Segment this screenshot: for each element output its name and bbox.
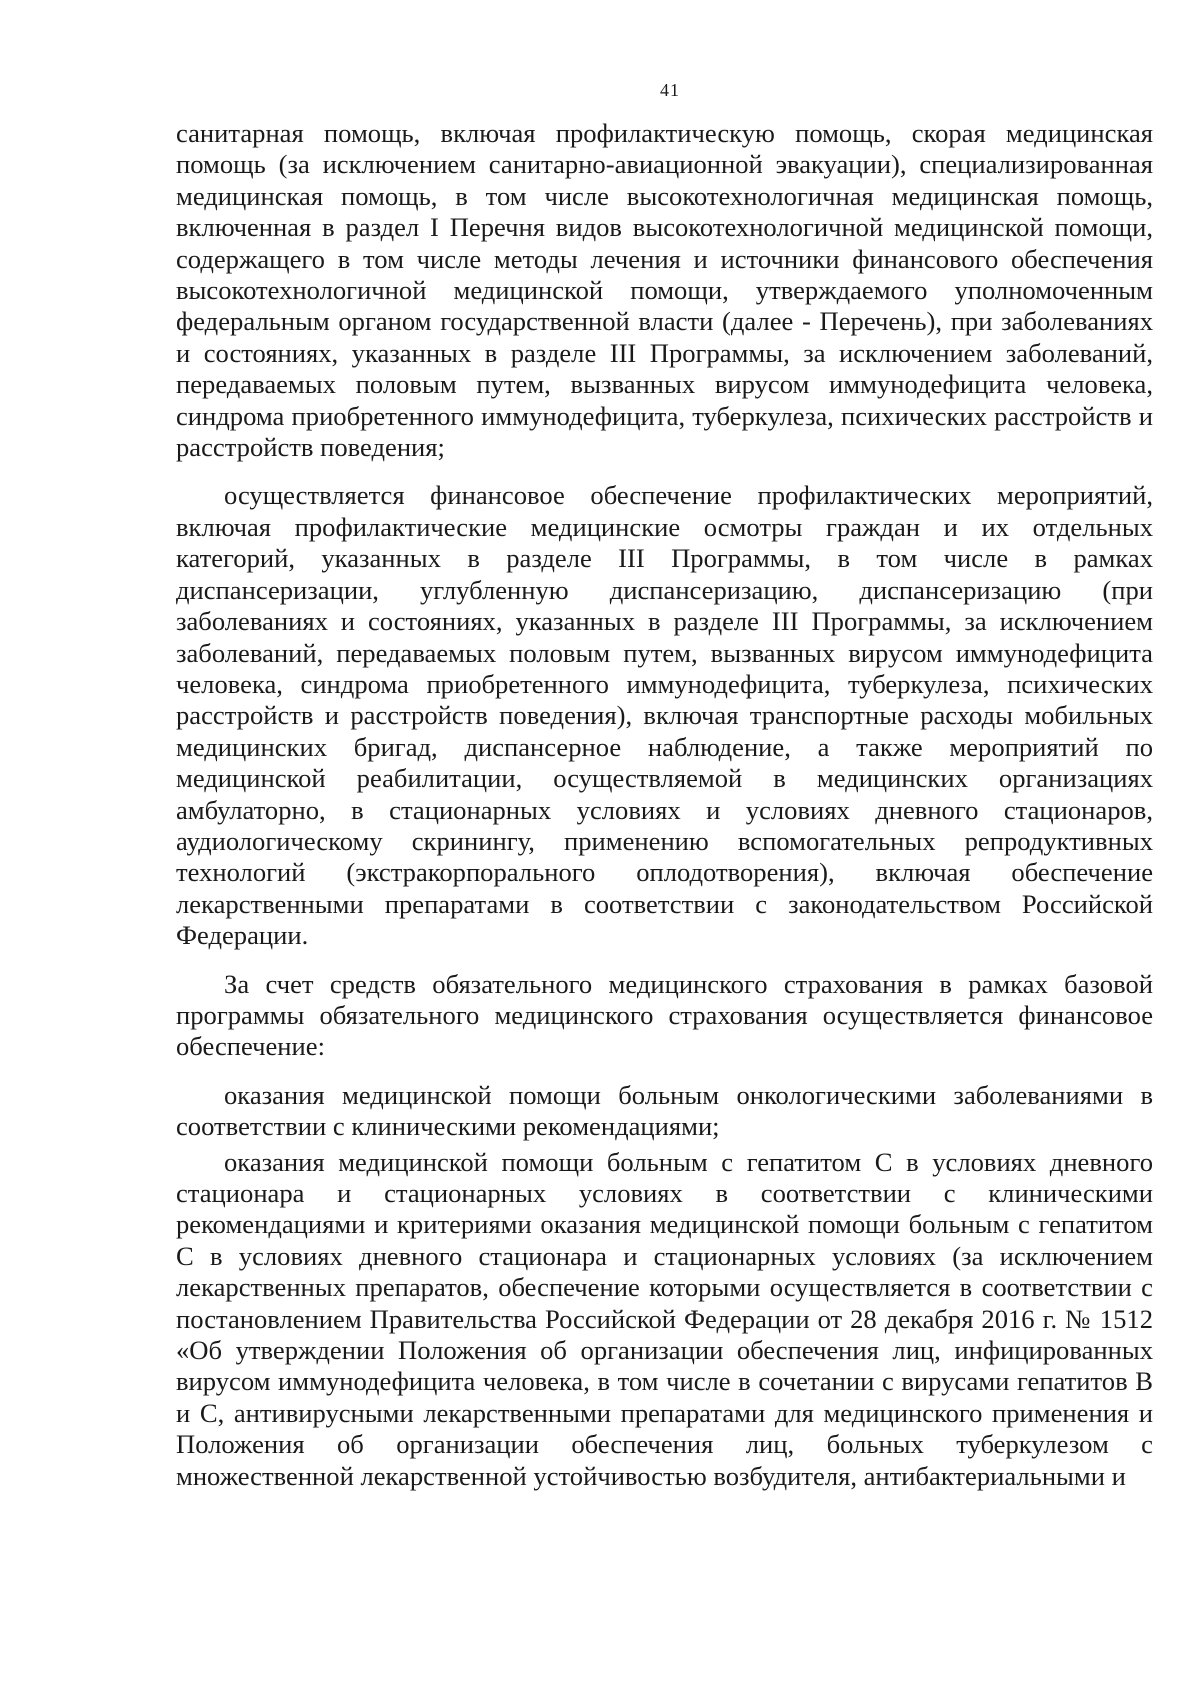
document-body: [176, 118, 1153, 1492]
paragraph-oncology-care: оказания медицинской помощи больным онкологическими заболеваниями в соответствии с клиническими рекомендациями;: [176, 1079, 1153, 1142]
paragraph-medical-care-types: санитарная помощь, включая профилактическую помощь, скорая медицинская помощь (за исключением санитарно-авиационной эвакуации), специализированная медицинская помощь, в том числе высокотехнологичная медицинская помощь, включенная в раздел I Перечня видов высокотехнологичной медицинской помощи, содержащего в том числе методы лечения и источники финансового обеспечения высокотехнологичной медицинской помощи, утверждаемого уполномоченным федеральным органом государственной власти (далее - Перечень), при заболеваниях и состояниях, указанных в разделе III Программы, за исключением заболеваний, передаваемых половым путем, вызванных вирусом иммунодефицита человека, синдрома приобретенного иммунодефицита, туберкулеза, психических расстройств и расстройств поведения;: [176, 118, 1153, 463]
paragraph-hepatitis-c-care: оказания медицинской помощи больным с гепатитом C в условиях дневного стационара и стационарных условиях в соответствии с клиническими рекомендациями и критериями оказания медицинской помощи больным с гепатитом C в условиях дневного стационара и стационарных условиях (за исключением лекарственных препаратов, обеспечение которыми осуществляется в соответствии с постановлением Правительства Российской Федерации от 28 декабря 2016 г. № 1512 «Об утверждении Положения об организации обеспечения лиц, инфицированных вирусом иммунодефицита человека, в том числе в сочетании с вирусами гепатитов B и C, антивирусными лекарственными препаратами для медицинского применения и Положения об организации обеспечения лиц, больных туберкулезом с множественной лекарственной устойчивостью возбудителя, антибактериальными и: [176, 1146, 1153, 1491]
page-number: 41: [660, 80, 680, 100]
paragraph-preventive-measures: осуществляется финансовое обеспечение профилактических мероприятий, включая профилактические медицинские осмотры граждан и их отдельных категорий, указанных в разделе III Программы, в том числе в рамках диспансеризации, углубленную диспансеризацию, диспансеризацию (при заболеваниях и состояниях, указанных в разделе III Программы, за исключением заболеваний, передаваемых половым путем, вызванных вирусом иммунодефицита человека, синдрома приобретенного иммунодефицита, туберкулеза, психических расстройств и расстройств поведения), включая транспортные расходы мобильных медицинских бригад, диспансерное наблюдение, а также мероприятий по медицинской реабилитации, осуществляемой в медицинских организациях амбулаторно, в стационарных условиях и условиях дневного стационаров, аудиологическому скринингу, применению вспомогательных репродуктивных технологий (экстракорпорального оплодотворения), включая обеспечение лекарственными препаратами в соответствии с законодательством Российской Федерации.: [176, 480, 1153, 951]
paragraph-oms-funding: За счет средств обязательного медицинского страхования в рамках базовой программы обязательного медицинского страхования осуществляется финансовое обеспечение:: [176, 968, 1153, 1062]
